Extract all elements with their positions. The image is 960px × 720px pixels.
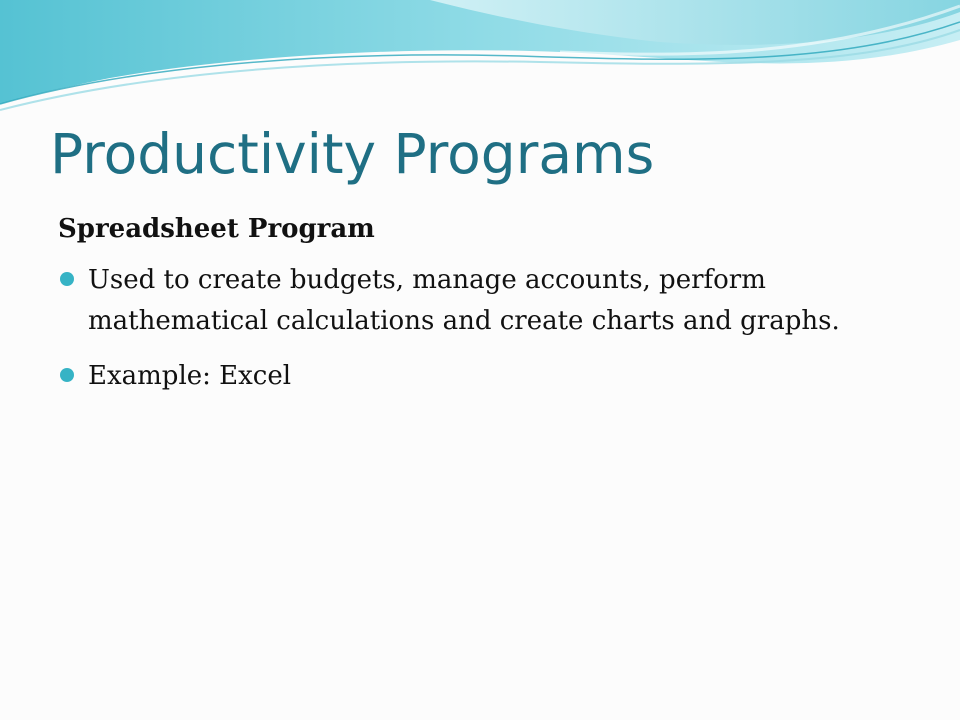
bullet-dot-icon (60, 368, 74, 382)
bullet-text: Used to create budgets, manage accounts, perform mathematical calculations and create charts and graphs. (88, 265, 840, 336)
bullet-dot-icon (60, 272, 74, 286)
bullet-item (58, 260, 898, 342)
slide-title: Productivity Programs (50, 122, 655, 186)
section-subheading: Spreadsheet Program (58, 214, 375, 244)
header-wave-decoration (0, 0, 960, 120)
bullet-item (58, 356, 898, 397)
bullet-list (58, 260, 898, 411)
bullet-text: Example: Excel (88, 361, 292, 391)
